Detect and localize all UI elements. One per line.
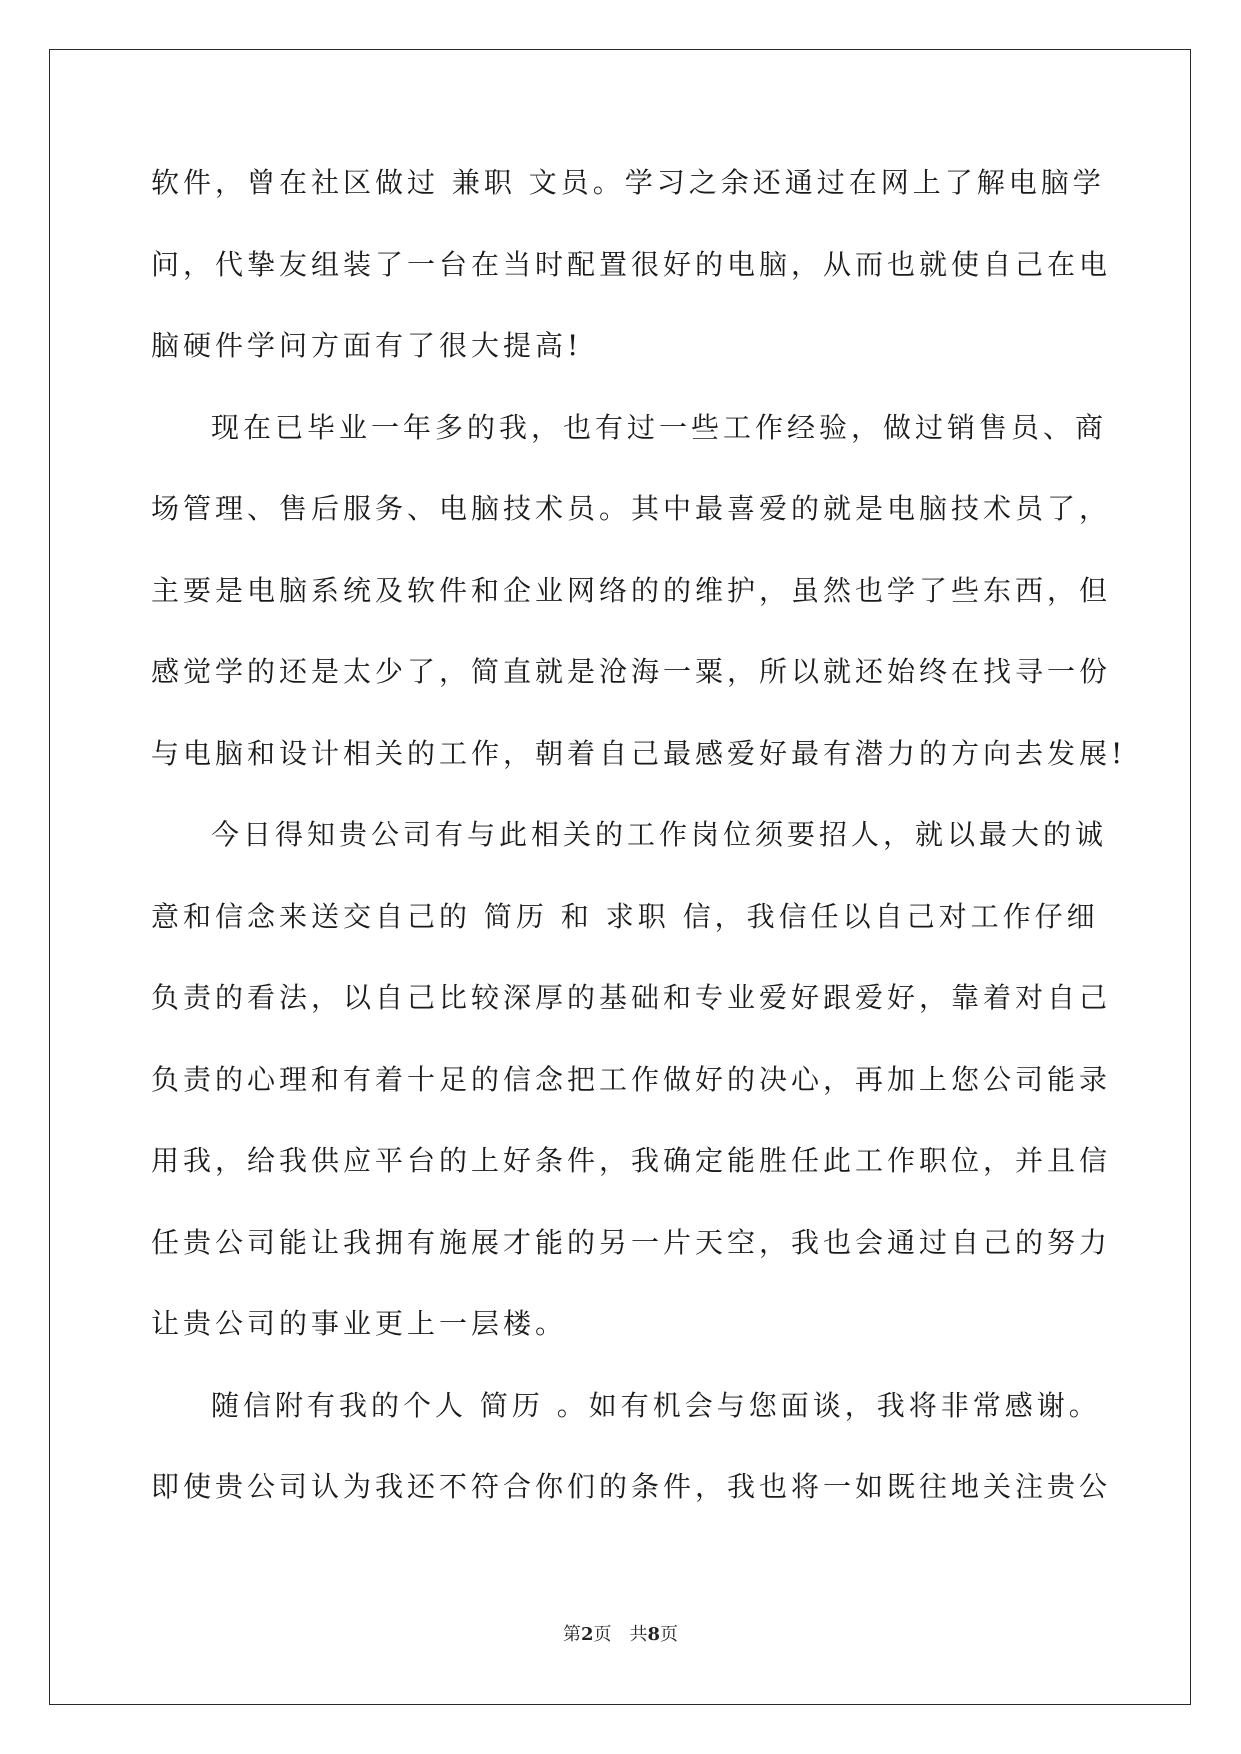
text-line: 任贵公司能让我拥有施展才能的另一片天空，我也会通过自己的努力: [151, 1225, 1112, 1259]
text-line: 意和信念来送交自己的 简历 和 求职 信，我信任以自己对工作仔细: [151, 899, 1099, 933]
paragraph-start-line: 今日得知贵公司有与此相关的工作岗位须要招人，就以最大的诚: [211, 818, 1108, 851]
text-line: 脑硬件学问方面有了很大提高!: [151, 329, 583, 362]
text-line: 感觉学的还是太少了，简直就是沧海一粟，所以就还始终在找寻一份: [151, 655, 1112, 688]
page-footer: [0, 1620, 1241, 1646]
text-line: 主要是电脑系统及软件和企业网络的的维护，虽然也学了些东西，但: [151, 573, 1112, 607]
text-line: 与电脑和设计相关的工作，朝着自己最感爱好最有潜力的方向去发展!: [151, 736, 1127, 770]
paragraph-start-line: 随信附有我的个人 简历 。如有机会与您面谈，我将非常感谢。: [211, 1388, 1101, 1422]
text-line: 负责的看法，以自己比较深厚的基础和专业爱好跟爱好，靠着对自己: [151, 981, 1112, 1014]
text-line: 软件，曾在社区做过 兼职 文员。学习之余还通过在网上了解电脑学: [151, 166, 1105, 199]
page-suffix: 页: [593, 1624, 612, 1645]
document-body: [151, 163, 1127, 1549]
text-line: 场管理、售后服务、电脑技术员。其中最喜爱的就是电脑技术员了，: [151, 492, 1112, 525]
text-line: 负责的心理和有着十足的信念把工作做好的决心，再加上您公司能录: [151, 1062, 1112, 1096]
text-line: 用我，给我供应平台的上好条件，我确定能胜任此工作职位，并且信: [151, 1144, 1112, 1177]
total-pages: 8: [647, 1624, 661, 1645]
text-line: 让贵公司的事业更上一层楼。: [151, 1307, 568, 1340]
page-prefix: 第: [562, 1624, 581, 1645]
total-suffix: 页: [660, 1624, 679, 1645]
page-number: 2: [580, 1624, 594, 1645]
paragraph-start-line: 现在已毕业一年多的我，也有过一些工作经验，做过销售员、商: [211, 410, 1108, 444]
total-prefix: 共: [629, 1624, 648, 1645]
text-line: 问，代挚友组装了一台在当时配置很好的电脑，从而也就使自己在电: [151, 247, 1112, 281]
text-line: 即使贵公司认为我还不符合你们的条件，我也将一如既往地关注贵公: [151, 1470, 1112, 1503]
